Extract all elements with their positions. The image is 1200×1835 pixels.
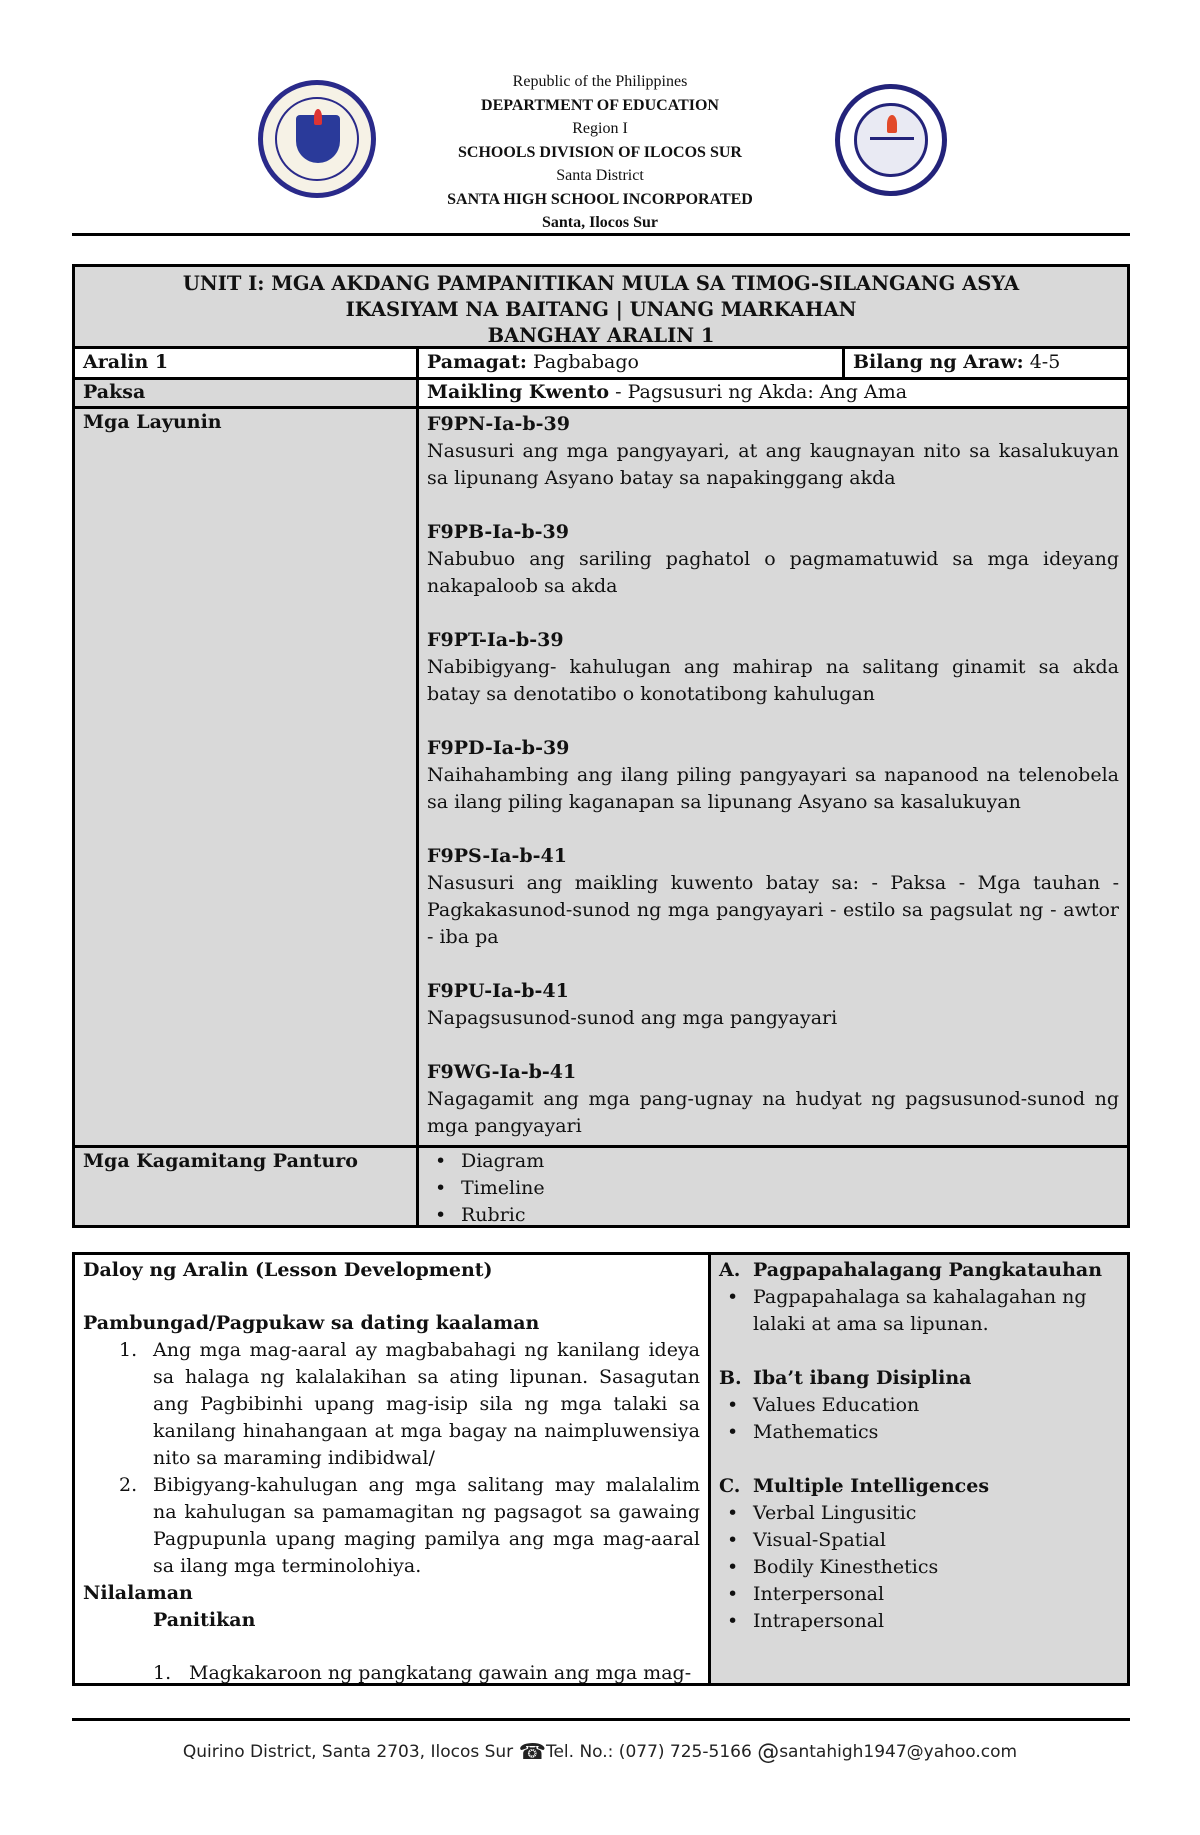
pambungad-item bbox=[83, 1337, 700, 1472]
kagamitan-label-cell bbox=[75, 1148, 416, 1225]
paksa-value-cell bbox=[419, 380, 1127, 406]
section-c-title: Multiple Intelligences bbox=[753, 1475, 990, 1497]
objective-code: F9WG-Ia-b-41 bbox=[427, 1061, 577, 1083]
item-number: 1. bbox=[153, 1662, 172, 1683]
header-line-region: Region I bbox=[572, 120, 628, 137]
objective-item bbox=[427, 978, 1119, 1032]
objective-code: F9PU-Ia-b-41 bbox=[427, 980, 569, 1002]
footer-tel: Tel. No.: (077) 725-5166 bbox=[545, 1742, 758, 1762]
section-a-title: Pagpapahalagang Pangkatauhan bbox=[753, 1259, 1103, 1281]
objective-item bbox=[427, 1059, 1119, 1140]
footer-divider bbox=[72, 1718, 1130, 1721]
objective-item bbox=[427, 519, 1119, 600]
section-c-heading bbox=[719, 1473, 1119, 1500]
objective-item bbox=[427, 411, 1119, 492]
item-number: 1. bbox=[119, 1339, 138, 1361]
daloy-cell bbox=[75, 1255, 708, 1683]
objective-item bbox=[427, 735, 1119, 816]
footer-address: Quirino District, Santa 2703, Ilocos Sur bbox=[182, 1742, 519, 1762]
paksa-bold: Maikling Kwento bbox=[427, 381, 610, 403]
pamagat-cell bbox=[419, 349, 844, 377]
section-c-item: • Visual-Spatial bbox=[719, 1527, 1119, 1554]
objective-code: F9PT-Ia-b-39 bbox=[427, 629, 564, 651]
header-line-school: SANTA HIGH SCHOOL INCORPORATED bbox=[447, 190, 753, 208]
pambungad-title: Pambungad/Pagpukaw sa dating kaalaman bbox=[83, 1312, 540, 1334]
material-item: • Rubric bbox=[427, 1202, 1119, 1229]
objective-item bbox=[427, 627, 1119, 708]
objective-text: Nasusuri ang maikling kuwento batay sa: - Paksa - Mga tauhan - Pagkakasunod-sunod ng mga pangyayari - estilo sa pagsulat ng - awtor - iba pa bbox=[427, 872, 1119, 948]
kagamitan-label: Mga Kagamitang Panturo bbox=[83, 1150, 358, 1172]
objective-text: Nabibigyang- kahulugan ang mahirap na salitang ginamit sa akda batay sa denotatibo o konotatibong kahulugan bbox=[427, 656, 1119, 705]
section-b-label: B. bbox=[719, 1367, 742, 1389]
header-line-republic: Republic of the Philippines bbox=[512, 73, 688, 90]
panitikan-item bbox=[83, 1660, 700, 1683]
phone-icon: ☎ bbox=[518, 1740, 546, 1765]
item-text: Ang mga mag-aaral ay magbabahagi ng kanilang ideya sa halaga ng kalalakihan sa ating lipunan. Sasagutan ang Pagbibinhi upang mag-isip sila ng mga talaki sa kanilang hinahangaan at mga bagay na naimpluwensiya nito sa maraming indibidwal/ bbox=[153, 1339, 700, 1469]
pambungad-item bbox=[83, 1472, 700, 1580]
section-c-item: • Intrapersonal bbox=[719, 1608, 1119, 1635]
header-divider bbox=[72, 233, 1130, 236]
panitikan-heading: Panitikan bbox=[153, 1609, 256, 1631]
plan-title: BANGHAY ARALIN 1 bbox=[487, 324, 715, 347]
section-c-label: C. bbox=[719, 1475, 741, 1497]
item-text: Magkakaroon ng pangkatang gawain ang mga mag- bbox=[189, 1662, 692, 1683]
item-text: Bibigyang-kahulugan ang mga salitang may malalalim na kahulugan sa pamamagitan ng pagsagot sa gawaing Pagpupunla upang maging pamilya ang mga mag-aaral sa ilang mga terminolohiya. bbox=[153, 1474, 700, 1577]
table-title-block bbox=[75, 267, 1127, 349]
objective-code: F9PS-Ia-b-41 bbox=[427, 845, 567, 867]
paksa-label-cell bbox=[75, 380, 416, 406]
araw-cell bbox=[845, 349, 1127, 377]
grade-quarter: IKASIYAM NA BAITANG | UNANG MARKAHAN bbox=[345, 298, 857, 321]
letterhead-text bbox=[380, 70, 820, 235]
deped-seal-logo bbox=[258, 80, 376, 198]
nilalaman-heading: Nilalaman bbox=[83, 1582, 193, 1604]
daloy-title: Daloy ng Aralin (Lesson Development) bbox=[83, 1259, 493, 1281]
section-b-heading bbox=[719, 1365, 1119, 1392]
aralin-cell bbox=[75, 349, 419, 377]
letterhead bbox=[0, 70, 1200, 235]
header-line-deped: DEPARTMENT OF EDUCATION bbox=[481, 96, 719, 114]
footer-email: santahigh1947@yahoo.com bbox=[779, 1742, 1018, 1762]
objective-text: Napagsusunod-sunod ang mga pangyayari bbox=[427, 1007, 838, 1029]
section-b-item: • Mathematics bbox=[719, 1419, 1119, 1446]
header-line-district: Santa District bbox=[556, 167, 644, 184]
item-number: 2. bbox=[119, 1474, 138, 1496]
objective-code: F9PD-Ia-b-39 bbox=[427, 737, 570, 759]
paksa-label: Paksa bbox=[83, 381, 146, 403]
section-c-item: • Bodily Kinesthetics bbox=[719, 1554, 1119, 1581]
objective-item bbox=[427, 843, 1119, 951]
header-line-address: Santa, Ilocos Sur bbox=[541, 214, 659, 231]
section-a-item: • Pagpapahalaga sa kahalagahan ng lalaki at ama sa lipunan. bbox=[719, 1284, 1119, 1338]
paksa-rest: - Pagsusuri ng Akda: Ang Ama bbox=[609, 381, 908, 403]
footer bbox=[0, 1740, 1200, 1765]
pamagat-label: Pamagat: bbox=[427, 351, 527, 373]
objective-text: Nasusuri ang mga pangyayari, at ang kaugnayan nito sa kasalukuyan sa lipunang Asyano batay sa napakinggang akda bbox=[427, 440, 1119, 489]
section-c-item: • Interpersonal bbox=[719, 1581, 1119, 1608]
objective-text: Nagagamit ang mga pang-ugnay na hudyat ng pagsusunod-sunod ng mga pangyayari bbox=[427, 1088, 1119, 1137]
section-b-title: Iba’t ibang Disiplina bbox=[753, 1367, 972, 1389]
section-a-label: A. bbox=[719, 1259, 741, 1281]
header-line-division: SCHOOLS DIVISION OF ILOCOS SUR bbox=[458, 143, 742, 161]
pagpapahalaga-cell bbox=[711, 1255, 1127, 1683]
lesson-plan-table bbox=[72, 264, 1130, 1228]
at-icon: @ bbox=[757, 1740, 780, 1765]
objective-code: F9PB-Ia-b-39 bbox=[427, 521, 569, 543]
objective-text: Naihahambing ang ilang piling pangyayari sa napanood na telenobela sa ilang piling kaganapan sa lipunang Asyano sa kasalukuyan bbox=[427, 764, 1119, 813]
objective-code: F9PN-Ia-b-39 bbox=[427, 413, 570, 435]
material-item: • Diagram bbox=[427, 1148, 1119, 1175]
layunin-label: Mga Layunin bbox=[83, 411, 222, 433]
section-c-item: • Verbal Lingusitic bbox=[719, 1500, 1119, 1527]
araw-value: 4-5 bbox=[1029, 351, 1061, 373]
kagamitan-list bbox=[419, 1148, 1127, 1225]
unit-title: UNIT I: MGA AKDANG PAMPANITIKAN MULA SA TIMOG-SILANGANG ASYA bbox=[182, 272, 1020, 295]
layunin-list bbox=[419, 409, 1127, 1145]
layunin-label-cell bbox=[75, 409, 416, 1145]
section-b-item: • Values Education bbox=[719, 1392, 1119, 1419]
material-item: • Timeline bbox=[427, 1175, 1119, 1202]
objective-text: Nabubuo ang sariling paghatol o pagmamatuwid sa mga ideyang nakapaloob sa akda bbox=[427, 548, 1119, 597]
pamagat-value: Pagbabago bbox=[532, 351, 639, 373]
araw-label: Bilang ng Araw: bbox=[853, 351, 1024, 373]
school-seal-logo bbox=[835, 84, 947, 196]
lesson-development-table bbox=[72, 1252, 1130, 1686]
aralin-label: Aralin 1 bbox=[83, 351, 169, 373]
section-a-heading bbox=[719, 1257, 1119, 1284]
